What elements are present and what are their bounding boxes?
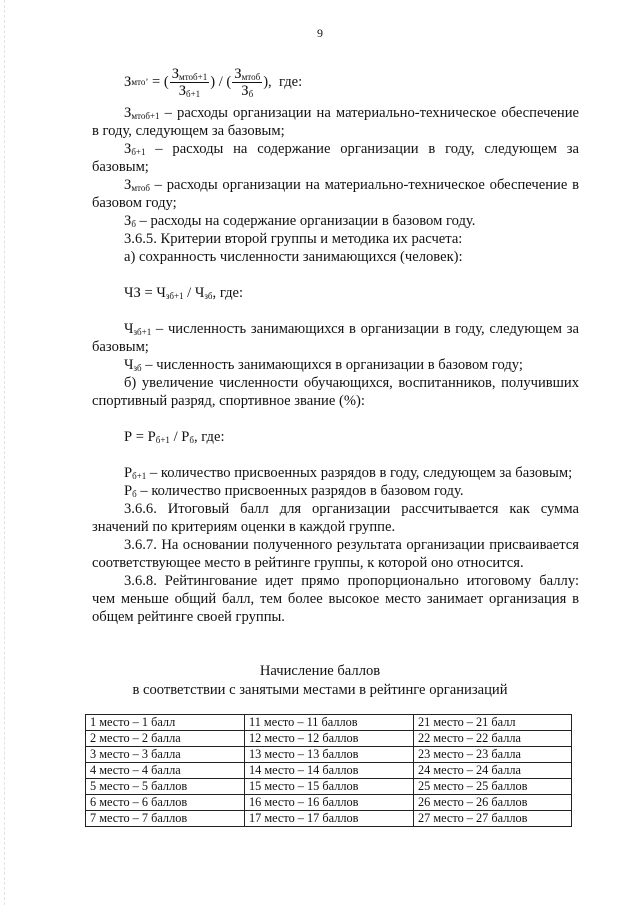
clause-3-6-6: 3.6.6. Итоговый балл для организации рассчитывается как сумма значений по критериям оценки в каждой группе. [92, 501, 579, 535]
page-body [92, 60, 579, 626]
table-row [86, 715, 572, 731]
scan-edge [4, 0, 6, 905]
formula-chz: ЧЗ = $Ч_{зб+1} / Ч_{зб}$, где: [124, 285, 244, 301]
table-row [86, 731, 572, 747]
table-row [86, 795, 572, 811]
table-cell: 4 место – 4 балла [86, 763, 245, 779]
clause-3-6-5: 3.6.5. Критерии второй группы и методика их расчета: [124, 231, 463, 247]
formula-zmto: З мто ’ = ( $\frac{З_{мтоб+1}}{З_{б+1}}$ ) / ( $\frac{З_{мтоб}}{З_б}$ ), где: [124, 65, 303, 99]
fraction-1: $\frac{З_{мтоб+1}}{З_{б+1}}$ [171, 65, 208, 99]
table-row [86, 811, 572, 827]
table-row [86, 763, 572, 779]
definition-chzb1: $Ч_{зб+1}$ – численность занимающихся в организации в году, следующем за базовым; [92, 321, 579, 355]
points-table [85, 714, 572, 827]
table-cell: 25 место – 25 баллов [414, 779, 572, 795]
clause-3-6-5-b: б) увеличение численности обучающихся, воспитанников, получивших спортивный разряд, спортивное звание (%): [92, 375, 579, 409]
definition-zb1: $З_{б+1}$ – расходы на содержание организации в году, следующем за базовым; [92, 141, 579, 175]
clause-3-6-7: 3.6.7. На основании полученного результата организации присваивается соответствующее место в рейтинге группы, к которой оно относится. [92, 537, 579, 571]
formula-r: $Р = Р_{б+1} / Р_б$, где: [124, 429, 225, 445]
definition-rb1: $Р_{б+1}$ – количество присвоенных разрядов в году, следующем за базовым; [124, 465, 573, 481]
table-cell: 14 место – 14 баллов [245, 763, 414, 779]
table-cell: 26 место – 26 баллов [414, 795, 572, 811]
definition-zmtob: $З_{мтоб}$ – расходы организации на материально-техническое обеспечение в базовом году; [92, 177, 579, 211]
table-row [86, 747, 572, 763]
table-cell: 6 место – 6 баллов [86, 795, 245, 811]
table-cell: 1 место – 1 балл [86, 715, 245, 731]
page-number: 9 [317, 26, 323, 40]
fraction-2: $\frac{З_{мтоб}}{З_б}$ [234, 65, 261, 99]
definition-chzb: $Ч_{зб}$ – численность занимающихся в организации в базовом году; [124, 357, 523, 373]
table-cell: 13 место – 13 баллов [245, 747, 414, 763]
table-row [86, 779, 572, 795]
table-cell: 15 место – 15 баллов [245, 779, 414, 795]
table-cell: 11 место – 11 баллов [245, 715, 414, 731]
table-cell: 17 место – 17 баллов [245, 811, 414, 827]
table-cell: 3 место – 3 балла [86, 747, 245, 763]
table-cell: 16 место – 16 баллов [245, 795, 414, 811]
definition-zb: $З_б$ – расходы на содержание организации в базовом году. [124, 213, 476, 229]
table-cell: 22 место – 22 балла [414, 731, 572, 747]
table-cell: 12 место – 12 баллов [245, 731, 414, 747]
table-cell: 21 место – 21 балл [414, 715, 572, 731]
table-cell: 24 место – 24 балла [414, 763, 572, 779]
definition-zmtob1: $З_{мтоб+1}$ – расходы организации на материально-техническое обеспечение в году, следующем за базовым; [92, 105, 579, 139]
table-heading-line-2: в соответствии с занятыми местами в рейтинге организаций [132, 682, 508, 698]
table-cell: 2 место – 2 балла [86, 731, 245, 747]
table-heading-line-1: Начисление баллов [259, 663, 381, 679]
table-cell: 7 место – 7 баллов [86, 811, 245, 827]
clause-3-6-8: 3.6.8. Рейтингование идет прямо пропорционально итоговому баллу: чем меньше общий балл, тем более высокое место занимает организация в общем рейтинге своей группы. [92, 573, 579, 625]
definition-rb: $Р_б$ – количество присвоенных разрядов в базовом году. [124, 483, 464, 499]
clause-3-6-5-a: а) сохранность численности занимающихся (человек): [124, 249, 463, 265]
table-cell: 5 место – 5 баллов [86, 779, 245, 795]
table-cell: 27 место – 27 баллов [414, 811, 572, 827]
table-cell: 23 место – 23 балла [414, 747, 572, 763]
